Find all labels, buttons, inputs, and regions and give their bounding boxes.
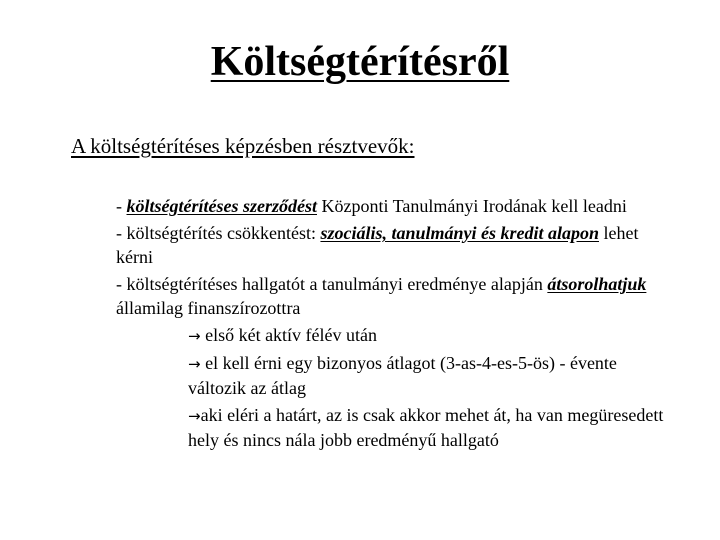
slide-title: Költségtérítésről xyxy=(210,39,510,85)
bullet-text: Központi Tanulmányi Irodának kell leadni xyxy=(317,196,627,216)
bullet-item-contract xyxy=(116,194,676,218)
sub-item-average xyxy=(116,351,676,400)
emphasis-reduction-basis: szociális, tanulmányi és kredit alapon xyxy=(320,223,599,243)
bullet-text: - költségtérítés csökkentést: xyxy=(116,223,321,243)
slide-subtitle: A költségtérítéses képzésben résztvevők: xyxy=(71,134,415,158)
sub-item-text: első két aktív félév után xyxy=(200,325,378,345)
bullet-text: lehet kérni xyxy=(116,223,639,267)
arrow-icon: → xyxy=(188,355,201,373)
bullet-text: - költségtérítéses hallgatót a tanulmányi eredménye alapján xyxy=(116,274,548,294)
bullet-item-reclassify xyxy=(116,272,676,320)
sub-item-threshold xyxy=(116,403,676,452)
sub-item-semesters xyxy=(116,323,676,348)
emphasis-contract: költségtérítéses szerződést xyxy=(126,196,317,216)
arrow-icon: → xyxy=(188,327,201,345)
bullet-text: államilag finanszírozottra xyxy=(116,298,301,318)
sub-item-text: aki eléri a határt, az is csak akkor mehet át, ha van megüresedett hely és nincs nála jobb eredményű hallgató xyxy=(188,405,664,450)
sub-item-text: el kell érni egy bizonyos átlagot (3-as-4-es-5-ös) - évente változik az átlag xyxy=(188,353,617,398)
arrow-icon: → xyxy=(188,407,201,425)
bullet-item-reduction xyxy=(116,221,676,269)
bullet-list xyxy=(116,194,676,455)
bullet-dash: - xyxy=(116,196,127,216)
emphasis-reclassify: átsorolhatjuk xyxy=(547,274,647,294)
